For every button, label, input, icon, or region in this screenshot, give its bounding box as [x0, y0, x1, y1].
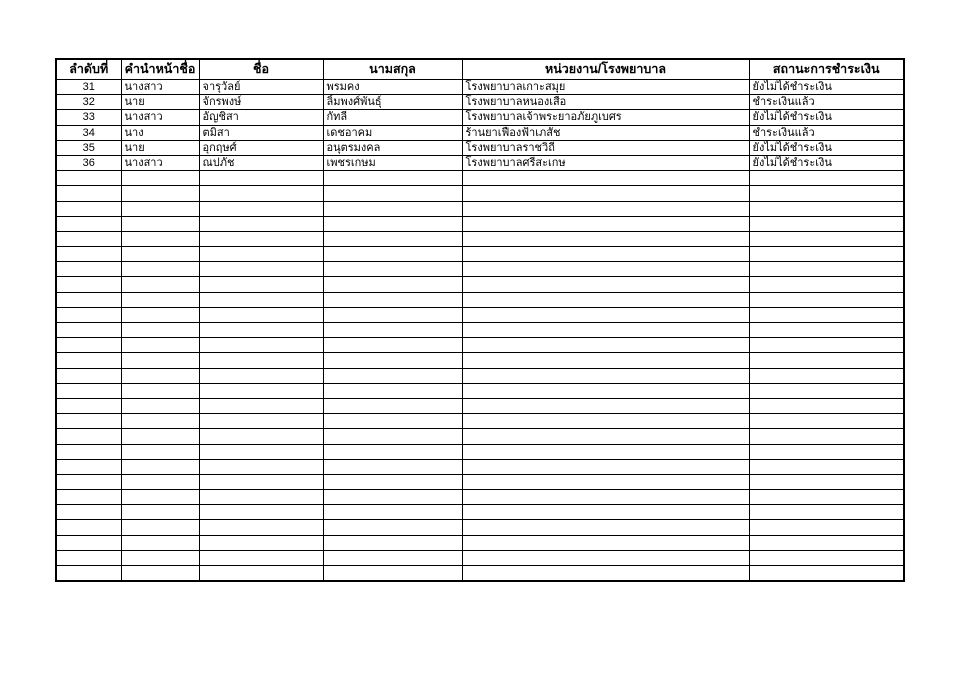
table-row	[56, 155, 904, 170]
cell-organization	[462, 474, 749, 489]
cell-no: 35	[56, 140, 121, 155]
cell-prefix	[121, 231, 199, 246]
cell-no	[56, 444, 121, 459]
table-row-empty	[56, 550, 904, 565]
cell-first-name	[199, 323, 323, 338]
cell-no	[56, 353, 121, 368]
cell-no	[56, 186, 121, 201]
cell-prefix	[121, 474, 199, 489]
payment-status-table	[55, 58, 905, 582]
cell-last-name	[323, 292, 462, 307]
cell-last-name	[323, 520, 462, 535]
cell-last-name: อนุตรมงคล	[323, 140, 462, 155]
cell-no	[56, 368, 121, 383]
cell-payment-status	[749, 216, 904, 231]
cell-payment-status	[749, 535, 904, 550]
cell-payment-status	[749, 414, 904, 429]
cell-no	[56, 323, 121, 338]
cell-no: 34	[56, 125, 121, 140]
cell-first-name	[199, 307, 323, 322]
cell-first-name: ตมิสา	[199, 125, 323, 140]
cell-prefix	[121, 550, 199, 565]
cell-last-name	[323, 429, 462, 444]
cell-organization	[462, 171, 749, 186]
cell-payment-status: ยังไม่ได้ชำระเงิน	[749, 155, 904, 170]
cell-payment-status	[749, 550, 904, 565]
cell-prefix	[121, 338, 199, 353]
cell-payment-status	[749, 398, 904, 413]
cell-payment-status: ยังไม่ได้ชำระเงิน	[749, 80, 904, 95]
cell-no: 32	[56, 95, 121, 110]
cell-last-name	[323, 398, 462, 413]
cell-last-name	[323, 535, 462, 550]
cell-organization	[462, 292, 749, 307]
cell-last-name	[323, 262, 462, 277]
cell-last-name: กัทลี	[323, 110, 462, 125]
cell-last-name	[323, 444, 462, 459]
cell-payment-status: ยังไม่ได้ชำระเงิน	[749, 140, 904, 155]
cell-prefix	[121, 247, 199, 262]
cell-no	[56, 398, 121, 413]
cell-first-name	[199, 262, 323, 277]
cell-organization	[462, 216, 749, 231]
cell-organization: โรงพยาบาลเจ้าพระยาอภัยภูเบศร	[462, 110, 749, 125]
cell-payment-status: ชำระเงินแล้ว	[749, 95, 904, 110]
cell-no: 36	[56, 155, 121, 170]
cell-organization	[462, 338, 749, 353]
header-no: ลำดับที่	[56, 59, 121, 80]
cell-payment-status	[749, 566, 904, 581]
cell-prefix: นางสาว	[121, 110, 199, 125]
cell-prefix	[121, 277, 199, 292]
cell-first-name	[199, 535, 323, 550]
cell-organization	[462, 201, 749, 216]
cell-last-name	[323, 550, 462, 565]
cell-payment-status	[749, 292, 904, 307]
cell-no	[56, 505, 121, 520]
cell-prefix	[121, 383, 199, 398]
header-organization: หน่วยงาน/โรงพยาบาล	[462, 59, 749, 80]
table-row	[56, 125, 904, 140]
cell-organization	[462, 566, 749, 581]
cell-prefix	[121, 292, 199, 307]
table-row-empty	[56, 566, 904, 581]
cell-first-name: จารุวัลย์	[199, 80, 323, 95]
cell-last-name: เพชรเกษม	[323, 155, 462, 170]
cell-first-name	[199, 186, 323, 201]
cell-payment-status	[749, 474, 904, 489]
cell-last-name	[323, 186, 462, 201]
cell-first-name	[199, 474, 323, 489]
cell-organization: โรงพยาบาลราชวิถี	[462, 140, 749, 155]
cell-prefix	[121, 171, 199, 186]
table-row-empty	[56, 490, 904, 505]
cell-organization	[462, 307, 749, 322]
cell-first-name	[199, 277, 323, 292]
cell-payment-status	[749, 323, 904, 338]
cell-first-name	[199, 505, 323, 520]
cell-prefix	[121, 566, 199, 581]
payment-table-container	[55, 58, 905, 582]
cell-organization	[462, 323, 749, 338]
cell-last-name	[323, 201, 462, 216]
cell-last-name	[323, 277, 462, 292]
cell-no: 33	[56, 110, 121, 125]
cell-payment-status	[749, 338, 904, 353]
cell-prefix: นางสาว	[121, 155, 199, 170]
table-row-empty	[56, 444, 904, 459]
table-row-empty	[56, 520, 904, 535]
cell-payment-status	[749, 262, 904, 277]
cell-prefix	[121, 444, 199, 459]
table-row-empty	[56, 307, 904, 322]
cell-no	[56, 216, 121, 231]
table-row-empty	[56, 474, 904, 489]
cell-organization	[462, 520, 749, 535]
table-row-empty	[56, 338, 904, 353]
cell-last-name	[323, 323, 462, 338]
cell-last-name	[323, 353, 462, 368]
cell-organization: ร้านยาเฟื่องฟ้าเภสัช	[462, 125, 749, 140]
table-row	[56, 140, 904, 155]
cell-last-name	[323, 216, 462, 231]
cell-no	[56, 459, 121, 474]
cell-first-name	[199, 368, 323, 383]
cell-prefix: นาย	[121, 140, 199, 155]
cell-payment-status	[749, 368, 904, 383]
cell-prefix	[121, 414, 199, 429]
cell-first-name	[199, 247, 323, 262]
cell-prefix	[121, 216, 199, 231]
table-row-empty	[56, 262, 904, 277]
cell-payment-status	[749, 247, 904, 262]
cell-last-name	[323, 231, 462, 246]
table-row-empty	[56, 414, 904, 429]
cell-organization	[462, 414, 749, 429]
cell-organization	[462, 262, 749, 277]
cell-payment-status: ยังไม่ได้ชำระเงิน	[749, 110, 904, 125]
cell-first-name	[199, 338, 323, 353]
cell-no	[56, 307, 121, 322]
cell-payment-status	[749, 490, 904, 505]
cell-prefix	[121, 353, 199, 368]
cell-first-name	[199, 490, 323, 505]
cell-organization	[462, 398, 749, 413]
cell-payment-status	[749, 186, 904, 201]
cell-first-name	[199, 353, 323, 368]
cell-organization	[462, 444, 749, 459]
cell-no	[56, 520, 121, 535]
cell-prefix	[121, 535, 199, 550]
cell-first-name: อุกฤษศ์	[199, 140, 323, 155]
table-header	[56, 59, 904, 80]
cell-first-name	[199, 550, 323, 565]
cell-first-name	[199, 383, 323, 398]
header-first-name: ชื่อ	[199, 59, 323, 80]
table-row-empty	[56, 186, 904, 201]
cell-payment-status	[749, 277, 904, 292]
cell-no	[56, 262, 121, 277]
cell-last-name	[323, 307, 462, 322]
table-row	[56, 95, 904, 110]
cell-last-name	[323, 383, 462, 398]
table-row-empty	[56, 277, 904, 292]
cell-payment-status	[749, 171, 904, 186]
cell-prefix	[121, 490, 199, 505]
cell-organization: โรงพยาบาลหนองเสือ	[462, 95, 749, 110]
cell-prefix	[121, 307, 199, 322]
cell-payment-status	[749, 505, 904, 520]
header-prefix: คำนำหน้าชื่อ	[121, 59, 199, 80]
cell-organization	[462, 429, 749, 444]
table-row-empty	[56, 353, 904, 368]
cell-first-name: จักรพงษ์	[199, 95, 323, 110]
cell-payment-status	[749, 444, 904, 459]
cell-prefix: นางสาว	[121, 80, 199, 95]
cell-last-name	[323, 566, 462, 581]
cell-organization	[462, 459, 749, 474]
cell-no	[56, 474, 121, 489]
cell-first-name: อัญชิสา	[199, 110, 323, 125]
cell-prefix	[121, 429, 199, 444]
cell-organization	[462, 353, 749, 368]
cell-payment-status: ชำระเงินแล้ว	[749, 125, 904, 140]
cell-last-name	[323, 171, 462, 186]
cell-payment-status	[749, 353, 904, 368]
header-payment-status: สถานะการชำระเงิน	[749, 59, 904, 80]
cell-last-name	[323, 490, 462, 505]
table-row-empty	[56, 247, 904, 262]
cell-organization: โรงพยาบาลศรีสะเกษ	[462, 155, 749, 170]
table-row-empty	[56, 323, 904, 338]
cell-payment-status	[749, 429, 904, 444]
cell-last-name: ลิ้มพงศ์พันธุ์	[323, 95, 462, 110]
table-row-empty	[56, 171, 904, 186]
cell-organization	[462, 383, 749, 398]
cell-prefix	[121, 459, 199, 474]
cell-no	[56, 490, 121, 505]
table-row-empty	[56, 231, 904, 246]
cell-no	[56, 414, 121, 429]
table-body	[56, 80, 904, 581]
cell-prefix: นาย	[121, 95, 199, 110]
cell-first-name	[199, 231, 323, 246]
cell-first-name	[199, 444, 323, 459]
cell-organization: โรงพยาบาลเกาะสมุย	[462, 80, 749, 95]
table-row-empty	[56, 201, 904, 216]
header-last-name: นามสกุล	[323, 59, 462, 80]
cell-payment-status	[749, 459, 904, 474]
cell-first-name	[199, 292, 323, 307]
cell-last-name	[323, 459, 462, 474]
cell-prefix	[121, 520, 199, 535]
cell-payment-status	[749, 383, 904, 398]
cell-organization	[462, 186, 749, 201]
cell-first-name	[199, 459, 323, 474]
cell-last-name: เดชอาคม	[323, 125, 462, 140]
cell-organization	[462, 490, 749, 505]
cell-no	[56, 201, 121, 216]
cell-first-name	[199, 429, 323, 444]
cell-no	[56, 429, 121, 444]
cell-no: 31	[56, 80, 121, 95]
cell-organization	[462, 505, 749, 520]
cell-prefix	[121, 201, 199, 216]
cell-first-name	[199, 520, 323, 535]
table-row	[56, 80, 904, 95]
cell-no	[56, 383, 121, 398]
cell-no	[56, 535, 121, 550]
cell-organization	[462, 277, 749, 292]
table-row	[56, 110, 904, 125]
cell-last-name	[323, 368, 462, 383]
cell-payment-status	[749, 201, 904, 216]
cell-first-name: ณปภัช	[199, 155, 323, 170]
cell-prefix	[121, 186, 199, 201]
cell-last-name	[323, 414, 462, 429]
cell-last-name: พรมคง	[323, 80, 462, 95]
table-row-empty	[56, 368, 904, 383]
table-row-empty	[56, 429, 904, 444]
table-row-empty	[56, 398, 904, 413]
cell-no	[56, 231, 121, 246]
cell-first-name	[199, 414, 323, 429]
cell-prefix	[121, 323, 199, 338]
cell-organization	[462, 550, 749, 565]
cell-no	[56, 338, 121, 353]
cell-payment-status	[749, 520, 904, 535]
cell-first-name	[199, 201, 323, 216]
cell-organization	[462, 231, 749, 246]
cell-prefix	[121, 368, 199, 383]
cell-first-name	[199, 171, 323, 186]
cell-no	[56, 171, 121, 186]
cell-no	[56, 550, 121, 565]
cell-last-name	[323, 474, 462, 489]
cell-prefix	[121, 262, 199, 277]
cell-first-name	[199, 566, 323, 581]
cell-last-name	[323, 247, 462, 262]
table-row-empty	[56, 505, 904, 520]
table-row-empty	[56, 535, 904, 550]
cell-prefix	[121, 398, 199, 413]
table-row-empty	[56, 383, 904, 398]
cell-first-name	[199, 398, 323, 413]
table-row-empty	[56, 459, 904, 474]
cell-no	[56, 277, 121, 292]
header-row	[56, 59, 904, 80]
cell-payment-status	[749, 307, 904, 322]
cell-no	[56, 292, 121, 307]
table-row-empty	[56, 216, 904, 231]
cell-last-name	[323, 505, 462, 520]
cell-first-name	[199, 216, 323, 231]
cell-organization	[462, 247, 749, 262]
table-row-empty	[56, 292, 904, 307]
cell-organization	[462, 535, 749, 550]
cell-payment-status	[749, 231, 904, 246]
cell-organization	[462, 368, 749, 383]
cell-prefix: นาง	[121, 125, 199, 140]
cell-no	[56, 247, 121, 262]
cell-prefix	[121, 505, 199, 520]
cell-last-name	[323, 338, 462, 353]
cell-no	[56, 566, 121, 581]
